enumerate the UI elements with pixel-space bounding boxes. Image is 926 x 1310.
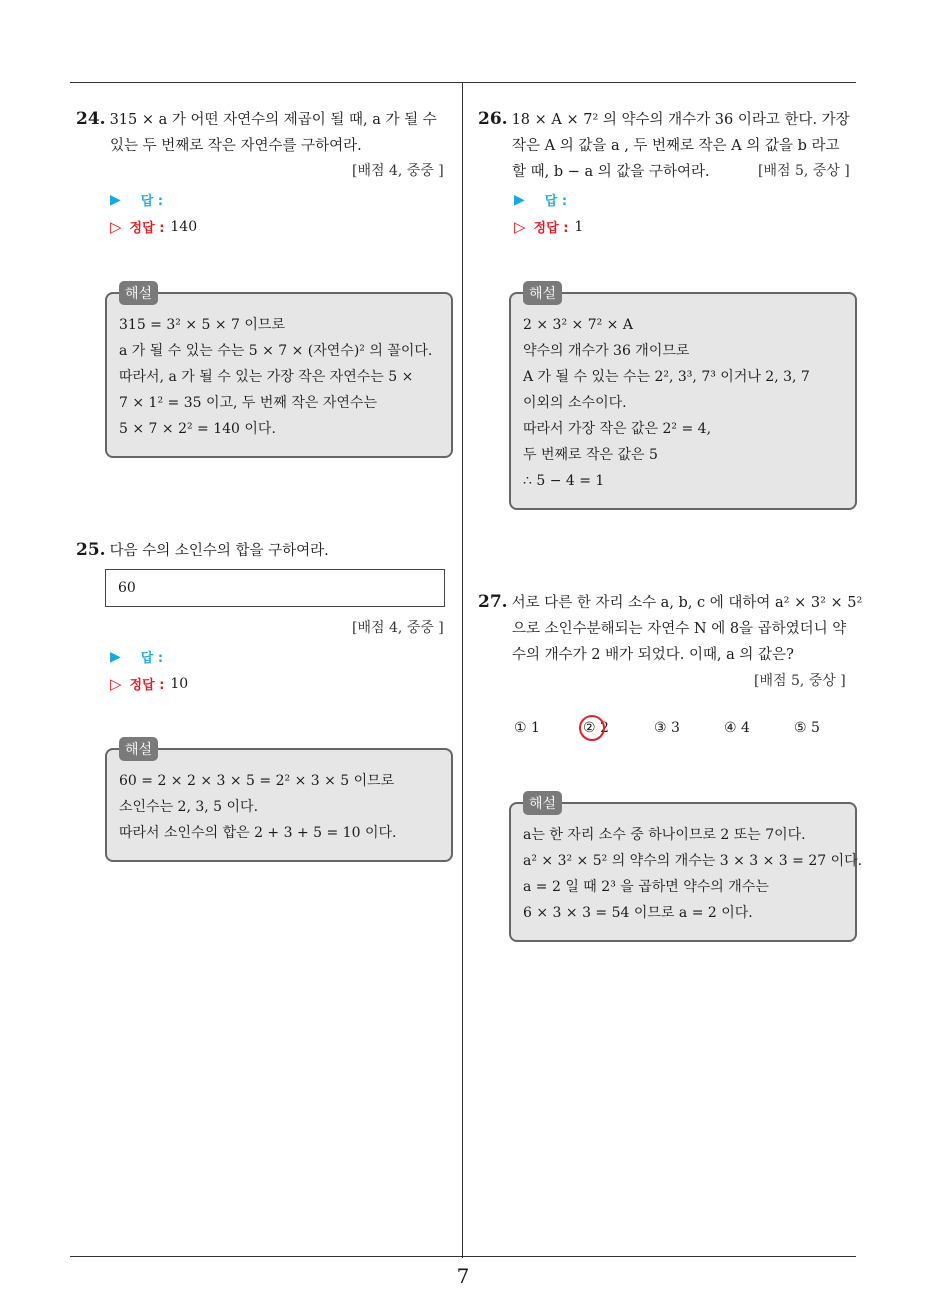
filled-triangle-icon: ▶ (110, 191, 121, 208)
choice-5[interactable]: ⑤ 5 (794, 720, 820, 736)
solution-tag: 해설 (119, 281, 158, 305)
solution-line: a = 2 일 때 2³ 을 곱하면 약수의 개수는 (523, 879, 769, 895)
correct-answer-value: 140 (170, 218, 198, 235)
question-text: 있는 두 번째로 작은 자연수를 구하여라. (110, 138, 362, 154)
solution-line: ∴ 5 − 4 = 1 (523, 473, 605, 489)
solution-box (105, 748, 453, 862)
question-text: 18 × A × 7² 의 약수의 개수가 36 이라고 한다. 가장 (511, 112, 850, 128)
question-27 (478, 589, 862, 668)
solution-line: a 가 될 수 있는 수는 5 × 7 × (자연수)² 의 꼴이다. (119, 343, 433, 359)
correct-answer-label: 정답 : (533, 221, 569, 236)
top-rule (70, 82, 856, 83)
question-text: 할 때, b − a 의 값을 구하여라. (512, 164, 710, 180)
question-number: 26. (478, 109, 508, 129)
answer-row (110, 647, 163, 666)
solution-line: 따라서 소인수의 합은 2 + 3 + 5 = 10 이다. (119, 825, 397, 841)
solution-line: 약수의 개수가 36 개이므로 (523, 343, 690, 359)
solution-line: 소인수는 2, 3, 5 이다. (119, 799, 259, 815)
correct-answer-label: 정답 : (129, 221, 165, 236)
solution-line: A 가 될 수 있는 수는 2², 3³, 7³ 이거나 2, 3, 7 (523, 369, 810, 385)
solution-box (509, 292, 857, 510)
correct-answer-label: 정답 : (129, 678, 165, 693)
score-meta: [배점 4, 중중 ] (352, 620, 444, 636)
outline-triangle-icon: ▷ (514, 217, 526, 236)
choice-1[interactable]: ① 1 (514, 720, 540, 736)
solution-line: 7 × 1² = 35 이고, 두 번째 작은 자연수는 (119, 395, 377, 411)
question-text: 으로 소인수분해되는 자연수 N 에 8을 곱하였더니 약 (512, 621, 847, 637)
bottom-rule (70, 1256, 856, 1257)
selected-answer-circle-icon (579, 715, 605, 741)
score-meta: [배점 5, 중상 ] (754, 673, 846, 689)
solution-line: 따라서 가장 작은 값은 2² = 4, (523, 421, 712, 437)
correct-answer-row (110, 674, 188, 693)
solution-box (105, 292, 453, 458)
score-meta: [배점 4, 중중 ] (352, 163, 444, 179)
filled-triangle-icon: ▶ (110, 648, 121, 665)
correct-answer-value: 1 (574, 218, 584, 235)
solution-line: 두 번째로 작은 값은 5 (523, 447, 658, 463)
solution-line: 이외의 소수이다. (523, 395, 627, 411)
solution-line: 6 × 3 × 3 = 54 이므로 a = 2 이다. (523, 905, 753, 921)
question-25 (76, 537, 329, 564)
question-text: 수의 개수가 2 배가 되었다. 이때, a 의 값은? (512, 647, 794, 663)
choice-2[interactable]: ② 2 (583, 720, 609, 736)
question-24 (76, 106, 437, 159)
question-text: 작은 A 의 값을 a , 두 번째로 작은 A 의 값을 b 라고 (512, 138, 840, 154)
question-number: 24. (76, 109, 106, 129)
question-text: 서로 다른 한 자리 소수 a, b, c 에 대하여 a² × 3² × 5² (511, 595, 863, 611)
score-meta: [배점 5, 중상 ] (758, 163, 850, 179)
solution-line: 315 = 3² × 5 × 7 이므로 (119, 317, 285, 333)
answer-row (514, 190, 567, 209)
correct-answer-row (514, 217, 583, 236)
solution-tag: 해설 (523, 791, 562, 815)
solution-line: 60 = 2 × 2 × 3 × 5 = 2² × 3 × 5 이므로 (119, 773, 395, 789)
solution-line: a² × 3² × 5² 의 약수의 개수는 3 × 3 × 3 = 27 이다. (523, 853, 863, 869)
page-number: 7 (456, 1264, 470, 1288)
solution-line: 5 × 7 × 2² = 140 이다. (119, 421, 276, 437)
solution-tag: 해설 (523, 281, 562, 305)
question-number: 25. (76, 540, 106, 560)
solution-line: 따라서, a 가 될 수 있는 가장 작은 자연수는 5 × (119, 369, 414, 385)
filled-triangle-icon: ▶ (514, 191, 525, 208)
answer-label: 답 : (140, 194, 164, 209)
correct-answer-row (110, 217, 197, 236)
answer-row (110, 190, 163, 209)
solution-line: a는 한 자리 소수 중 하나이므로 2 또는 7이다. (523, 827, 806, 843)
question-text: 315 × a 가 어떤 자연수의 제곱이 될 때, a 가 될 수 (109, 112, 437, 128)
choice-4[interactable]: ④ 4 (724, 720, 750, 736)
answer-label: 답 : (544, 194, 568, 209)
question-number: 27. (478, 592, 508, 612)
answer-label: 답 : (140, 651, 164, 666)
solution-tag: 해설 (119, 737, 158, 761)
question-text: 다음 수의 소인수의 합을 구하여라. (109, 543, 329, 559)
outline-triangle-icon: ▷ (110, 674, 122, 693)
outline-triangle-icon: ▷ (110, 217, 122, 236)
solution-box (509, 802, 863, 942)
correct-answer-value: 10 (170, 675, 189, 692)
column-divider (462, 82, 463, 1258)
given-box: 60 (105, 569, 445, 607)
choice-3[interactable]: ③ 3 (654, 720, 680, 736)
solution-line: 2 × 3² × 7² × A (523, 317, 633, 333)
